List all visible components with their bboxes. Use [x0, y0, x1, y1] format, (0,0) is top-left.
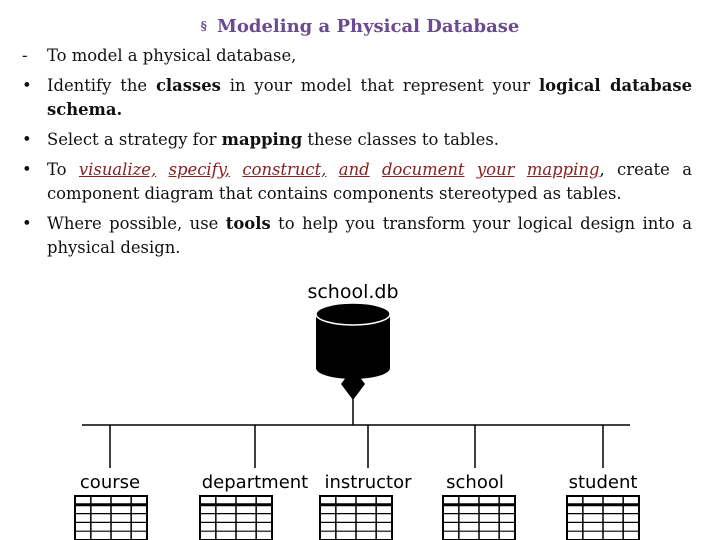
bullet-marker: - — [22, 46, 28, 65]
bullet-text: , create a component diagram that contains components stereotyped as tables. — [47, 160, 692, 203]
underlined-term: construct, — [242, 160, 327, 179]
table-label: instructor — [324, 472, 412, 493]
table-course — [75, 425, 147, 540]
underlined-term: document — [382, 160, 465, 179]
bullet-list — [22, 44, 692, 266]
bullet-item — [22, 212, 692, 260]
component-diagram — [0, 260, 720, 540]
table-grid-icon — [320, 496, 392, 540]
table-grid-icon — [443, 496, 515, 540]
bullet-text: Select a strategy for — [47, 130, 222, 149]
bullet-text — [370, 160, 382, 179]
bullet-text — [465, 160, 477, 179]
bold-term: mapping — [221, 130, 303, 149]
underlined-term: and — [338, 160, 370, 179]
bold-term: classes — [155, 76, 221, 95]
bullet-text: To model a physical database, — [47, 46, 297, 65]
bullet-text: in your model that represent your — [220, 76, 539, 95]
bullet-text — [326, 160, 338, 179]
bullet-marker: • — [22, 214, 32, 233]
underlined-term: your — [476, 160, 515, 179]
bullet-item — [22, 74, 692, 122]
table-school — [443, 425, 515, 540]
bullet-marker: • — [22, 76, 32, 95]
table-grid-icon — [200, 496, 272, 540]
bullet-text — [514, 160, 526, 179]
slide-title — [0, 16, 720, 37]
table-instructor — [320, 425, 412, 540]
underlined-term: specify, — [168, 160, 230, 179]
database-label: school.db — [307, 281, 399, 303]
bullet-text: Where possible, use — [47, 214, 226, 233]
table-label: course — [79, 472, 141, 493]
bullet-text: To — [47, 160, 79, 179]
square-bullet-icon: § — [200, 19, 207, 33]
database-cylinder-icon — [316, 303, 390, 379]
bullet-text — [156, 160, 168, 179]
bullet-item — [22, 158, 692, 206]
bullet-marker: • — [22, 130, 32, 149]
table-grid-icon — [75, 496, 147, 540]
bullet-item — [22, 44, 692, 68]
slide-title-text: Modeling a Physical Database — [216, 16, 520, 37]
table-components — [75, 425, 639, 540]
table-student — [567, 425, 639, 540]
bold-term: logical database schema. — [47, 76, 692, 119]
table-label: student — [568, 472, 638, 493]
underlined-term: mapping — [526, 160, 600, 179]
table-department — [200, 425, 308, 540]
bullet-text — [230, 160, 242, 179]
bullet-text: to help you transform your logical design into a physical design. — [47, 214, 692, 257]
bullet-marker: • — [22, 160, 32, 179]
table-grid-icon — [567, 496, 639, 540]
bullet-text: Identify the — [47, 76, 156, 95]
table-label: school — [446, 472, 504, 493]
bullet-text: these classes to tables. — [302, 130, 499, 149]
underlined-term: visualize, — [78, 160, 157, 179]
bullet-item — [22, 128, 692, 152]
bold-term: tools — [225, 214, 271, 233]
table-label: department — [201, 472, 309, 493]
